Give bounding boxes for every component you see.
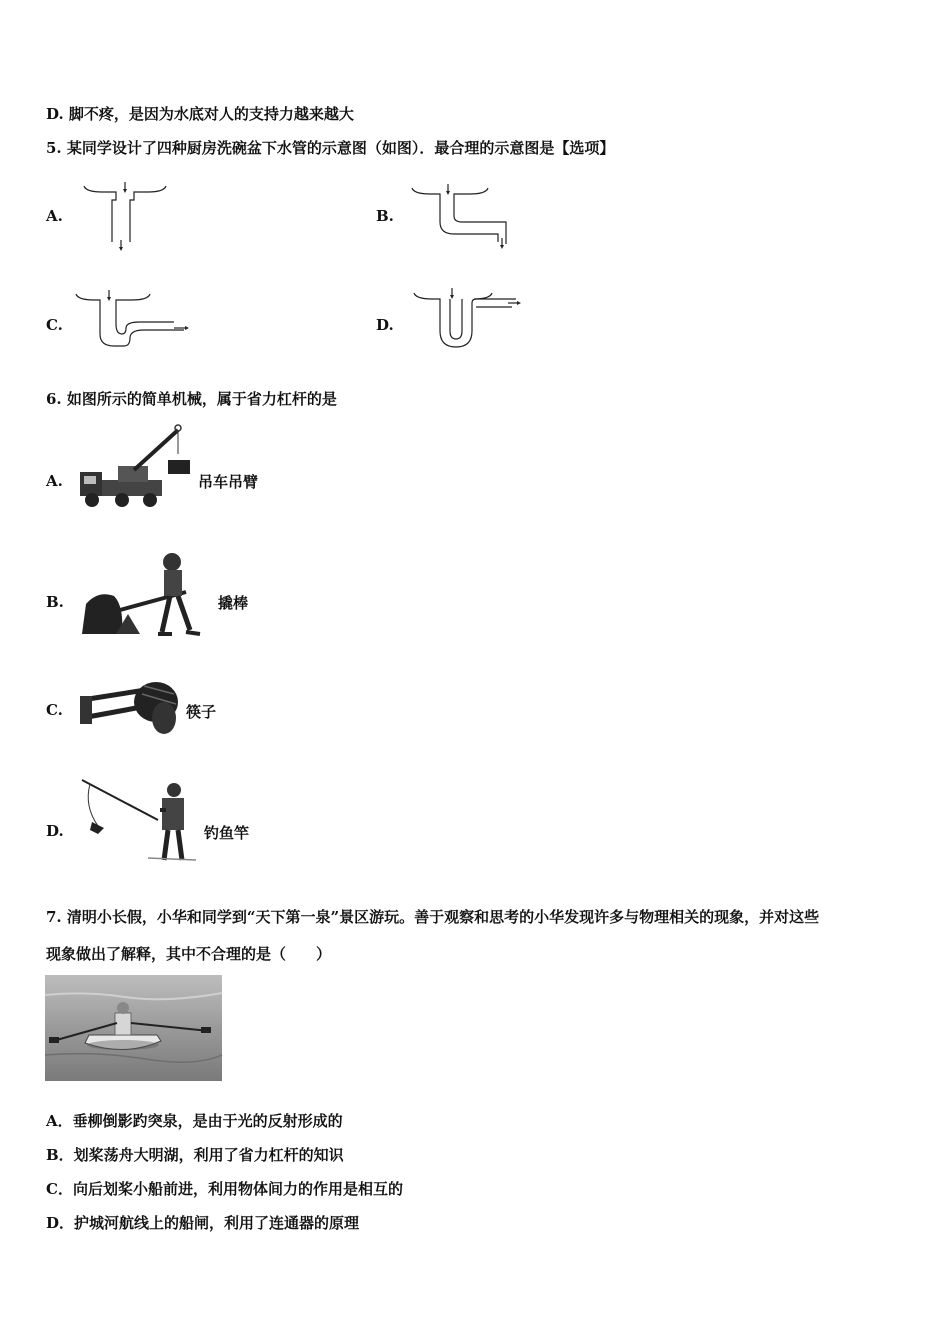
q6-option-c-letter: C. — [46, 701, 63, 719]
chopsticks-icon — [78, 674, 186, 738]
pipe-diagram-d — [412, 285, 527, 360]
q7-option-c: C．向后划桨小船前进，利用物体间力的作用是相互的 — [46, 1180, 403, 1198]
crane-truck-icon — [78, 422, 196, 512]
q7-stem-line1: 7. 清明小长假，小华和同学到“天下第一泉”景区游玩。善于观察和思考的小华发现许多与物理相关的现象，并对这些 — [46, 908, 820, 926]
q5-label-d: D. — [376, 316, 394, 334]
q6-option-b-caption: 撬棒 — [218, 594, 249, 612]
q5-label-c: C. — [46, 316, 63, 334]
fishing-rod-icon — [78, 776, 198, 866]
q6-option-d-caption: 钓鱼竿 — [204, 824, 250, 842]
q6-option-a-caption: 吊车吊臂 — [198, 473, 259, 491]
crowbar-icon — [78, 550, 218, 640]
q7-option-d: D．护城河航线上的船闸，利用了连通器的原理 — [46, 1214, 360, 1232]
pipe-diagram-b — [408, 180, 518, 255]
q6-option-c-caption: 筷子 — [186, 703, 217, 721]
q7-option-a: A．垂柳倒影趵突泉，是由于光的反射形成的 — [46, 1112, 343, 1130]
q7-stem-line2: 现象做出了解释，其中不合理的是（ ） — [46, 945, 332, 963]
pipe-diagram-a — [80, 180, 170, 255]
q5-label-a: A. — [46, 207, 63, 225]
q5-stem: 5. 某同学设计了四种厨房洗碗盆下水管的示意图（如图）．最合理的示意图是【选项】 — [46, 139, 615, 157]
q6-option-b-letter: B. — [46, 593, 64, 611]
pipe-diagram-c — [74, 288, 199, 358]
q6-option-a-letter: A. — [46, 472, 63, 490]
q7-option-b: B．划桨荡舟大明湖，利用了省力杠杆的知识 — [46, 1146, 344, 1164]
q6-option-d-letter: D. — [46, 822, 64, 840]
q4-option-d: D. 脚不疼，是因为水底对人的支持力越来越大 — [46, 105, 354, 123]
q6-stem: 6. 如图所示的简单机械，属于省力杠杆的是 — [46, 390, 337, 408]
q5-label-b: B. — [376, 207, 394, 225]
rowing-boat-photo — [45, 975, 222, 1081]
